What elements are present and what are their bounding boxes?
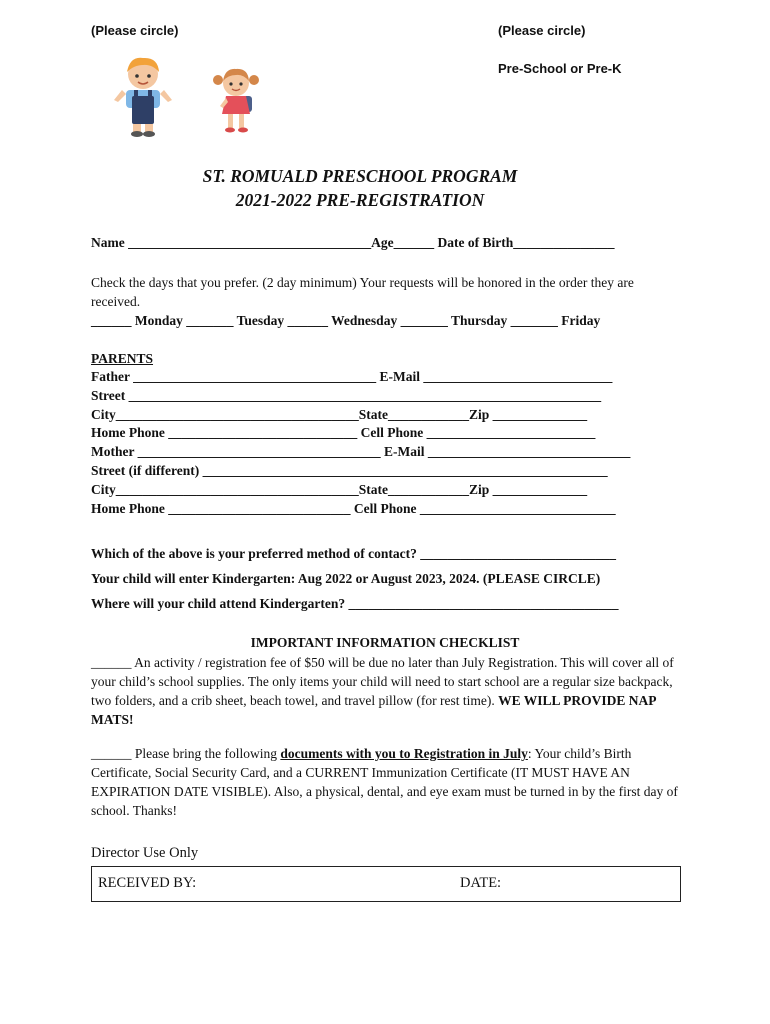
city-state-zip-line-2[interactable]: City____________________________________State____________Zip ______________ [91,482,588,497]
street-line[interactable]: Street ______________________________________________________________________ [91,388,602,403]
kindergarten-attend-question[interactable]: Where will your child attend Kindergarten? ________________________________________ [91,596,619,611]
days-instructions-cont: received. [91,294,141,309]
documents-text-pre: ______ Please bring the following [91,746,281,761]
days-instructions: Check the days that you prefer. (2 day minimum) Your requests will be honored in the order they are [91,275,634,290]
preferred-contact-question[interactable]: Which of the above is your preferred method of contact? _____________________________ [91,546,616,561]
street-if-different-line[interactable]: Street (if different) ____________________________________________________________ [91,463,608,478]
date-label: DATE: [460,875,502,891]
director-box [91,866,681,902]
program-options: Pre-School or Pre-K [498,61,622,76]
nap-mats-note: WE WILL PROVIDE NAP MATS! [91,693,656,727]
checklist-item-documents [91,744,691,820]
city-state-zip-line[interactable]: City____________________________________State____________Zip ______________ [91,407,588,422]
phone-line[interactable]: Home Phone ____________________________ Cell Phone _________________________ [91,425,596,440]
parents-heading: PARENTS [91,351,154,366]
checklist-heading: IMPORTANT INFORMATION CHECKLIST [250,635,520,650]
form-title-line1: ST. ROMUALD PRESCHOOL PROGRAM [202,166,518,186]
fee-text: ______ An activity / registration fee of $50 will be due no later than July Registration. This will cover all of your child’s school supplies. The only items your child will need to start school are a regular size backpack, two folders, and a crib sheet, beach towel, and travel pillow (for rest time). [91,655,674,708]
father-line[interactable]: Father ____________________________________ E-Mail ____________________________ [91,369,613,384]
phone-line-2[interactable]: Home Phone ___________________________ Cell Phone _____________________________ [91,501,616,516]
received-by-label: RECEIVED BY: [98,875,197,891]
circle-note-right: (Please circle) [498,23,586,38]
days-selection-row[interactable]: ______ Monday _______ Tuesday ______ Wednesday _______ Thursday _______ Friday [91,313,601,328]
mother-line[interactable]: Mother ____________________________________ E-Mail ______________________________ [91,444,631,459]
documents-text-post: : Your child’s Birth Certificate, Social Security Card, and a CURRENT Immunization Certificate (IT MUST HAVE AN EXPIRATION DATE VISIBLE). Also, a physical, dental, and eye exam must be turned in by the first day of school. Thanks! [91,746,678,818]
circle-note-left: (Please circle) [91,23,179,38]
boy-illustration [112,56,174,138]
kindergarten-entry-question: Your child will enter Kindergarten: Aug 2022 or August 2023, 2024. (PLEASE CIRCLE) [91,571,601,586]
documents-underlined: documents with you to Registration in July [280,746,528,761]
student-info-line[interactable]: Name ____________________________________Age______ Date of Birth_______________ [91,235,615,250]
girl-illustration [210,66,262,136]
form-title-line2: 2021-2022 PRE-REGISTRATION [235,190,485,210]
director-use-label: Director Use Only [91,845,199,861]
checklist-item-fee [91,653,691,729]
